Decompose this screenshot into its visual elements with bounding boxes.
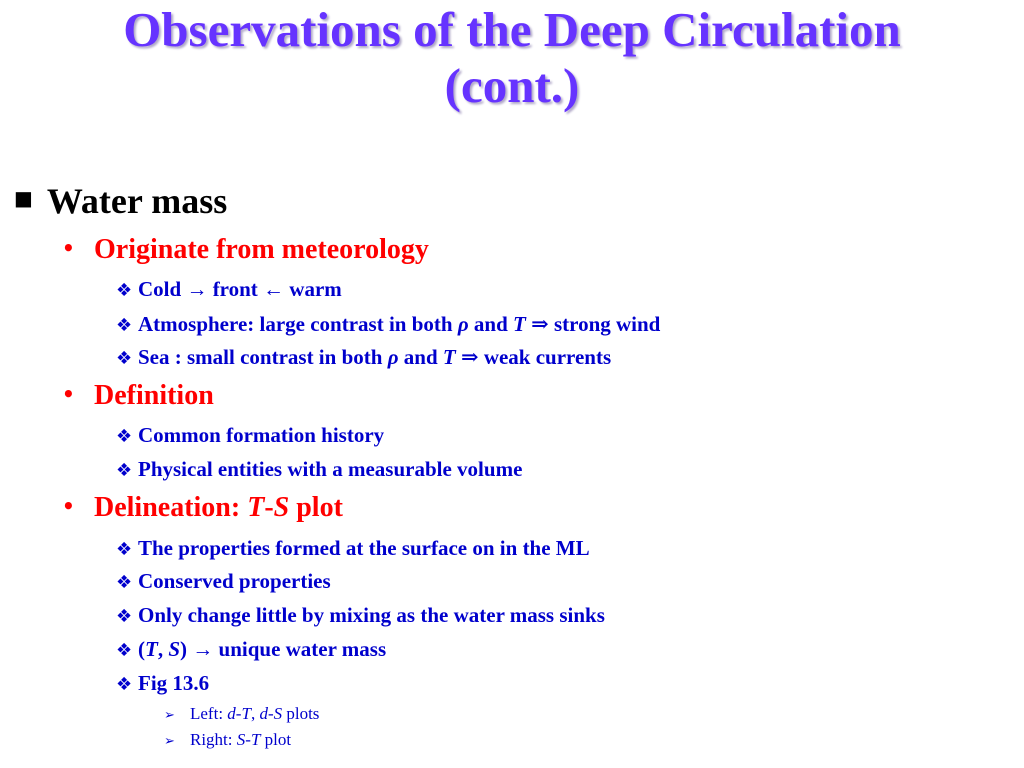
- item-text: strong wind: [553, 312, 661, 336]
- item-text: warm: [284, 277, 342, 301]
- section-originate: [62, 234, 429, 266]
- item-text: ,: [250, 704, 260, 723]
- temperature-symbol: T: [241, 704, 251, 723]
- item-text: plots: [282, 704, 320, 723]
- section-label: -: [264, 492, 274, 523]
- item-text: weak currents: [483, 345, 612, 369]
- arrowhead-bullet-icon: ➢: [164, 734, 175, 749]
- salinity-symbol: S: [273, 492, 290, 523]
- list-item: [116, 569, 331, 594]
- salinity-symbol: S: [236, 730, 246, 749]
- diamond-bullet-icon: ❖: [116, 640, 133, 661]
- temperature-symbol: T: [250, 730, 261, 749]
- heading-label: Water mass: [46, 181, 228, 221]
- temperature-symbol: T: [247, 492, 265, 523]
- item-text: Conserved properties: [138, 569, 331, 593]
- diamond-bullet-icon: ❖: [116, 280, 133, 301]
- depth-symbol: d: [227, 704, 236, 723]
- item-text: and: [468, 312, 514, 336]
- item-text: Right:: [190, 730, 237, 749]
- slide-title: [0, 2, 1024, 114]
- diamond-bullet-icon: ❖: [116, 572, 133, 593]
- item-text: and: [398, 345, 443, 369]
- sub-list-item: [164, 730, 291, 750]
- section-label: Definition: [94, 380, 214, 411]
- list-item: [116, 536, 590, 561]
- depth-symbol: d: [259, 704, 268, 723]
- square-bullet-icon: ■: [14, 186, 33, 210]
- section-definition: [62, 380, 214, 412]
- right-arrow-icon: →: [192, 637, 214, 661]
- diamond-bullet-icon: ❖: [116, 606, 133, 627]
- item-text: ,: [157, 637, 169, 661]
- left-arrow-icon: ←: [263, 277, 285, 301]
- diamond-bullet-icon: ❖: [116, 315, 133, 336]
- item-text: -: [267, 704, 274, 723]
- item-text: Atmosphere: large contrast in both: [138, 312, 458, 336]
- diamond-bullet-icon: ❖: [116, 426, 133, 447]
- diamond-bullet-icon: ❖: [116, 460, 133, 481]
- temperature-symbol: T: [513, 312, 526, 336]
- list-item: [116, 344, 611, 370]
- item-text: unique water mass: [213, 637, 387, 661]
- section-label: Originate from meteorology: [94, 234, 429, 265]
- implies-arrow-icon: ⇒: [455, 345, 484, 369]
- list-item: [116, 671, 209, 696]
- diamond-bullet-icon: ❖: [116, 674, 133, 695]
- section-label: plot: [289, 492, 343, 523]
- item-text: Left:: [190, 704, 228, 723]
- salinity-symbol: S: [273, 704, 283, 723]
- item-text: -: [245, 730, 251, 749]
- implies-arrow-icon: ⇒: [525, 312, 554, 336]
- title-line-2: (cont.): [444, 58, 580, 113]
- heading-water-mass: [14, 180, 227, 222]
- list-item: [116, 637, 386, 662]
- item-text: Cold: [138, 277, 187, 301]
- temperature-symbol: T: [145, 637, 158, 661]
- dot-bullet-icon: •: [62, 494, 75, 518]
- item-text: Sea : small contrast in both: [138, 345, 388, 369]
- diamond-bullet-icon: ❖: [116, 348, 133, 369]
- diamond-bullet-icon: ❖: [116, 539, 133, 560]
- item-text: Physical entities with a measurable volume: [138, 457, 523, 481]
- title-line-1: Observations of the Deep Circulation: [123, 2, 901, 57]
- list-item: [116, 277, 342, 302]
- temperature-symbol: T: [442, 345, 456, 369]
- sub-list-item: [164, 704, 319, 724]
- dot-bullet-icon: •: [62, 236, 75, 260]
- item-text: plot: [260, 730, 292, 749]
- item-text: Only change little by mixing as the water mass sinks: [138, 603, 605, 627]
- rho-symbol: ρ: [457, 312, 469, 336]
- item-text: front: [207, 277, 264, 301]
- arrowhead-bullet-icon: ➢: [164, 708, 175, 723]
- list-item: [116, 603, 605, 628]
- item-text: Common formation history: [138, 423, 385, 447]
- section-label: Delineation:: [94, 492, 248, 523]
- list-item: [116, 457, 522, 482]
- list-item: [116, 423, 384, 448]
- list-item: [116, 311, 660, 337]
- item-text: The properties formed at the surface on in the ML: [138, 536, 590, 560]
- item-text: -: [235, 704, 242, 723]
- rho-symbol: ρ: [387, 345, 399, 369]
- right-arrow-icon: →: [186, 277, 208, 301]
- section-delineation: [62, 492, 343, 524]
- item-text: Fig 13.6: [138, 671, 210, 695]
- item-text: ): [180, 637, 193, 661]
- salinity-symbol: S: [168, 637, 181, 661]
- dot-bullet-icon: •: [62, 382, 75, 406]
- item-text: (: [138, 637, 145, 661]
